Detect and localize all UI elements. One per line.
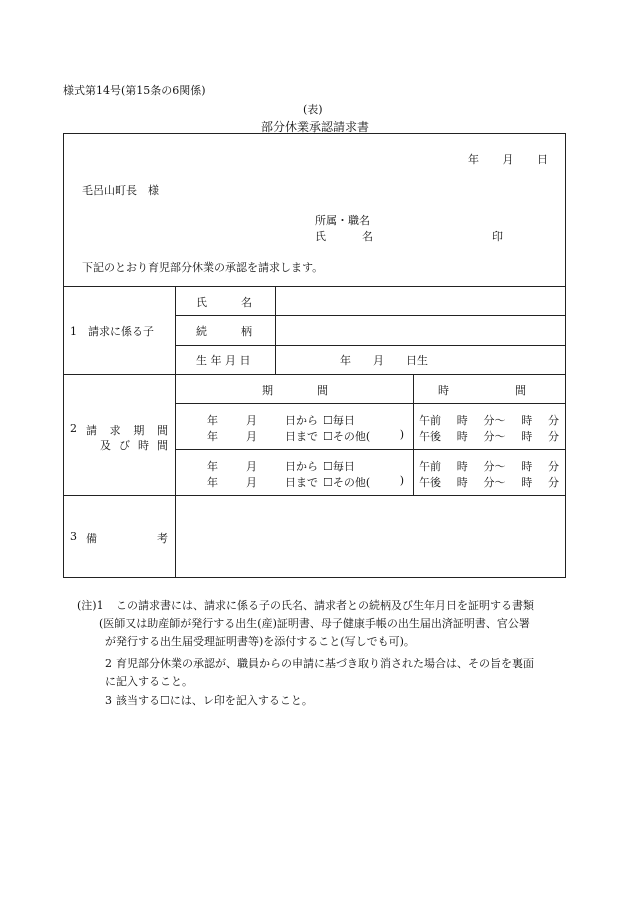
rule-period-block	[175, 449, 566, 450]
period1-date-to[interactable]: 年 月 日まで	[207, 430, 318, 443]
period1-date-from[interactable]: 年 月 日から	[207, 414, 318, 427]
date-line: 年 月 日	[468, 153, 548, 166]
section3-number: 3	[70, 530, 77, 543]
child-name-field[interactable]	[285, 294, 555, 310]
note1-line2: (医師又は助産師が発行する出生(産)証明書、母子健康手帳の出生届出済証明書、官公署	[99, 617, 530, 630]
section2-label-line2: 及 び 時 間	[100, 439, 168, 452]
rule-time-column	[413, 374, 414, 495]
period1-am-time[interactable]: 午前 時 分～ 時 分	[419, 414, 559, 427]
rule-child-value-column	[275, 286, 276, 374]
section2-number: 2	[70, 422, 77, 435]
period-header: 期 間	[262, 384, 328, 397]
rule-section1-end	[63, 374, 566, 375]
period1-daily-checkbox[interactable]: ☐毎日	[323, 414, 355, 427]
period2-date-to[interactable]: 年 月 日まで	[207, 476, 318, 489]
form-side: (表)	[303, 103, 323, 116]
time-header: 時 間	[438, 384, 526, 397]
rule-period-header	[175, 403, 566, 404]
note-prefix: (注)1	[77, 599, 104, 612]
child-name-label: 氏 名	[196, 296, 252, 309]
affiliation-label: 所属・職名	[315, 214, 370, 227]
seal-mark: 印	[492, 230, 503, 243]
note1-line1: この請求書には、請求に係る子の氏名、請求者との続柄及び生年月日を証明する書類	[116, 599, 534, 612]
request-text: 下記のとおり育児部分休業の承認を請求します。	[82, 261, 324, 274]
period2-daily-checkbox[interactable]: ☐毎日	[323, 460, 355, 473]
section2-label-line1: 請 求 期 間	[86, 424, 168, 437]
note3-number: 3	[105, 694, 112, 707]
note2-line1: 育児部分休業の承認が、職員からの申請に基づき取り消された場合は、その旨を裏面	[116, 657, 534, 670]
rule-top-section	[63, 286, 566, 287]
addressee: 毛呂山町長 様	[82, 184, 159, 197]
remarks-field[interactable]	[185, 505, 555, 569]
rule-section2-end	[63, 495, 566, 496]
note3-line1: 該当する☐には、レ印を記入すること。	[116, 694, 313, 707]
form-number: 様式第14号(第15条の6関係)	[63, 84, 206, 97]
birthdate-field[interactable]: 年 月 日生	[340, 354, 428, 367]
applicant-name-label: 氏 名	[315, 230, 373, 243]
section1-label: 1 請求に係る子	[70, 325, 154, 338]
relationship-field[interactable]	[285, 323, 555, 339]
form-title: 部分休業承認請求書	[261, 120, 370, 134]
rule-child-2	[175, 345, 566, 346]
period2-pm-time[interactable]: 午後 時 分～ 時 分	[419, 476, 559, 489]
relationship-label: 続 柄	[196, 325, 252, 338]
period2-date-from[interactable]: 年 月 日から	[207, 460, 318, 473]
note2-line2: に記入すること。	[105, 675, 193, 688]
period2-other-checkbox[interactable]: ☐その他( )	[323, 474, 404, 489]
rule-label-column	[175, 286, 176, 578]
period2-am-time[interactable]: 午前 時 分～ 時 分	[419, 460, 559, 473]
note1-line3: が発行する出生届受理証明書等)を添付すること(写しでも可)。	[105, 635, 415, 648]
section3-label: 備 考	[86, 532, 168, 545]
period1-pm-time[interactable]: 午後 時 分～ 時 分	[419, 430, 559, 443]
birthdate-label: 生 年 月 日	[196, 354, 251, 367]
period1-other-checkbox[interactable]: ☐その他( )	[323, 428, 404, 443]
note2-number: 2	[105, 657, 112, 670]
rule-child-1	[175, 315, 566, 316]
